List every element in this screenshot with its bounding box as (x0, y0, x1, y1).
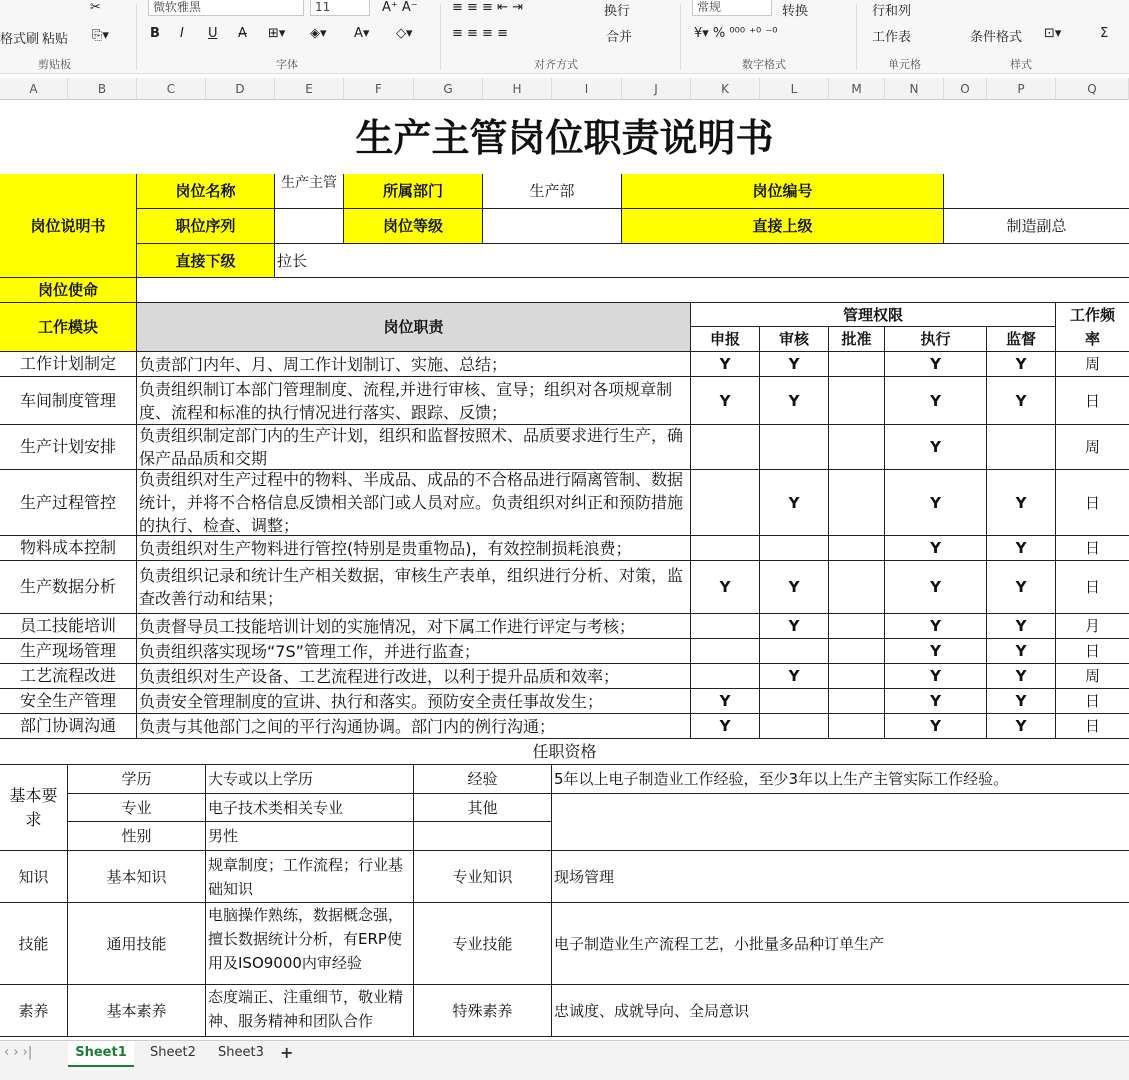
duty-module[interactable]: 员工技能培训 (0, 614, 137, 639)
add-sheet-icon[interactable]: + (280, 1043, 294, 1062)
duty-module[interactable]: 安全生产管理 (0, 689, 137, 714)
major-value[interactable]: 电子技术类相关专业 (206, 794, 414, 822)
authority-mark[interactable]: Y (760, 561, 829, 614)
duty-freq[interactable]: 周 (1056, 425, 1129, 470)
authority-mark[interactable] (829, 536, 885, 561)
authority-mark[interactable]: Y (885, 664, 987, 689)
column-header-I[interactable]: I (552, 78, 622, 100)
authority-mark[interactable]: Y (987, 561, 1056, 614)
column-header-A[interactable]: A (0, 78, 68, 100)
authority-mark[interactable] (829, 377, 885, 425)
column-header-bar (0, 78, 1129, 100)
authority-mark[interactable]: Y (885, 425, 987, 470)
authority-col-2[interactable]: 批准 (829, 327, 885, 352)
authority-mark[interactable] (829, 614, 885, 639)
authority-mark[interactable] (691, 664, 760, 689)
authority-mark[interactable]: Y (760, 470, 829, 536)
duty-text[interactable]: 负责组织制订本部门管理制度、流程,并进行审核、宣导；组织对各项规章制度、流程和标准的执行情况进行落实、跟踪、反馈； (137, 377, 691, 425)
cut-icon[interactable]: ✂ (90, 0, 101, 15)
duty-module[interactable]: 生产计划安排 (0, 425, 137, 470)
duty-text[interactable]: 负责与其他部门之间的平行沟通协调。部门内的例行沟通； (137, 714, 691, 739)
basic-knowledge-value[interactable]: 规章制度；工作流程；行业基础知识 (206, 851, 414, 903)
duty-module[interactable]: 生产数据分析 (0, 561, 137, 614)
authority-mark[interactable]: Y (691, 561, 760, 614)
authority-mark[interactable] (829, 664, 885, 689)
duty-freq[interactable]: 周 (1056, 664, 1129, 689)
column-header-O[interactable]: O (944, 78, 987, 100)
sheet-tab-bar (0, 1040, 1129, 1080)
authority-mark[interactable] (691, 639, 760, 664)
pro-skill-label[interactable]: 专业技能 (414, 903, 552, 985)
exp-label[interactable]: 经验 (414, 765, 552, 794)
special-quality-label[interactable]: 特殊素养 (414, 985, 552, 1037)
align-top-icon[interactable]: ≡ ≡ ≡ ⇤ ⇥ (452, 0, 523, 15)
authority-mark[interactable]: Y (885, 377, 987, 425)
duty-freq[interactable]: 日 (1056, 536, 1129, 561)
level-label[interactable]: 岗位等级 (344, 209, 483, 244)
worksheet-button[interactable]: 工作表 (872, 30, 912, 45)
authority-mark[interactable]: Y (987, 664, 1056, 689)
edu-value[interactable]: 大专或以上学历 (206, 765, 414, 794)
authority-mark[interactable]: Y (885, 639, 987, 664)
column-header-C[interactable]: C (137, 78, 206, 100)
duty-module[interactable]: 工艺流程改进 (0, 664, 137, 689)
merge-button[interactable]: 合并 (606, 30, 633, 45)
column-header-B[interactable]: B (68, 78, 137, 100)
authority-mark[interactable]: Y (760, 377, 829, 425)
seq-label[interactable]: 职位序列 (137, 209, 275, 244)
duty-module[interactable]: 部门协调沟通 (0, 714, 137, 739)
duty-text[interactable]: 负责组织落实现场“7S”管理工作，并进行监查； (137, 639, 691, 664)
column-header-E[interactable]: E (275, 78, 344, 100)
column-header-N[interactable]: N (885, 78, 944, 100)
mission-value[interactable] (137, 278, 1129, 303)
authority-mark[interactable] (760, 639, 829, 664)
authority-mark[interactable] (987, 425, 1056, 470)
authority-mark[interactable]: Y (987, 614, 1056, 639)
authority-mark[interactable]: Y (885, 714, 987, 739)
group-clipboard: 剪贴板 (38, 58, 71, 71)
authority-mark[interactable] (760, 425, 829, 470)
duty-freq[interactable]: 日 (1056, 561, 1129, 614)
quality-label[interactable]: 素养 (0, 985, 68, 1037)
qual-basic-label[interactable]: 基本要求 (0, 765, 68, 851)
authority-mark[interactable]: Y (760, 664, 829, 689)
pro-skill-value[interactable]: 电子制造业生产流程工艺，小批量多品种订单生产 (552, 903, 1129, 985)
cell-style-icon[interactable]: ⊡▾ (1044, 26, 1062, 41)
duty-module[interactable]: 物料成本控制 (0, 536, 137, 561)
module-header[interactable]: 工作模块 (0, 303, 137, 352)
authority-mark[interactable]: Y (691, 377, 760, 425)
authority-mark[interactable]: Y (885, 352, 987, 377)
authority-mark[interactable]: Y (760, 352, 829, 377)
sheet-tab-3[interactable]: Sheet3 (218, 1045, 264, 1060)
authority-mark[interactable]: Y (885, 470, 987, 536)
gender-value[interactable]: 男性 (206, 822, 414, 851)
duty-text[interactable]: 负责组织对生产物料进行管控(特别是贵重物品)，有效控制损耗浪费； (137, 536, 691, 561)
duty-text[interactable]: 负责部门内年、月、周工作计划制订、实施、总结； (137, 352, 691, 377)
major-label[interactable]: 专业 (68, 794, 206, 822)
authority-mark[interactable]: Y (885, 689, 987, 714)
edu-label[interactable]: 学历 (68, 765, 206, 794)
authority-mark[interactable]: Y (987, 377, 1056, 425)
post-name-label[interactable]: 岗位名称 (137, 174, 275, 209)
authority-mark[interactable] (829, 714, 885, 739)
post-no-label[interactable]: 岗位编号 (622, 174, 944, 209)
authority-mark[interactable]: Y (987, 689, 1056, 714)
authority-mark[interactable]: Y (885, 561, 987, 614)
authority-mark[interactable]: Y (691, 714, 760, 739)
group-style: 样式 (1010, 58, 1032, 71)
pro-knowledge-label[interactable]: 专业知识 (414, 851, 552, 903)
seq-value[interactable] (275, 209, 344, 244)
group-align: 对齐方式 (534, 58, 578, 71)
fill-color-icon[interactable]: ◈▾ (310, 26, 327, 41)
authority-header[interactable]: 管理权限 (691, 303, 1056, 327)
duty-module[interactable]: 工作计划制定 (0, 352, 137, 377)
duty-text[interactable]: 负责安全管理制度的宣讲、执行和落实。预防安全责任事故发生； (137, 689, 691, 714)
duty-freq[interactable]: 周 (1056, 352, 1129, 377)
duty-freq[interactable]: 日 (1056, 639, 1129, 664)
duty-module[interactable]: 车间制度管理 (0, 377, 137, 425)
bold-icon[interactable]: B (150, 26, 160, 41)
sum-icon[interactable]: Σ (1100, 26, 1109, 41)
strikethrough-icon[interactable]: A̶ (238, 26, 247, 41)
authority-mark[interactable]: Y (987, 639, 1056, 664)
authority-col-0[interactable]: 申报 (691, 327, 760, 352)
other-value[interactable] (552, 794, 1129, 851)
duty-freq[interactable]: 月 (1056, 614, 1129, 639)
font-size-select[interactable]: 11 (310, 0, 370, 16)
superior-value[interactable]: 制造副总 (944, 209, 1129, 244)
group-font: 字体 (276, 58, 298, 71)
authority-mark[interactable]: Y (987, 470, 1056, 536)
duty-text[interactable]: 负责组织对生产设备、工艺流程进行改进，以利于提升品质和效率； (137, 664, 691, 689)
number-format-select[interactable]: 常规 (692, 0, 772, 16)
column-header-G[interactable]: G (414, 78, 483, 100)
authority-col-4[interactable]: 监督 (987, 327, 1056, 352)
level-value[interactable] (483, 209, 622, 244)
basic-knowledge-label[interactable]: 基本知识 (68, 851, 206, 903)
authority-mark[interactable] (829, 689, 885, 714)
sub-value[interactable]: 拉长 (275, 244, 1129, 278)
column-header-M[interactable]: M (829, 78, 885, 100)
authority-mark[interactable]: Y (760, 614, 829, 639)
authority-mark[interactable]: Y (691, 689, 760, 714)
superior-label[interactable]: 直接上级 (622, 209, 944, 244)
authority-mark[interactable] (829, 425, 885, 470)
post-desc-label[interactable]: 岗位说明书 (0, 174, 137, 278)
group-number: 数字格式 (742, 58, 786, 71)
basic-quality-value[interactable]: 态度端正、注重细节，敬业精神、服务精神和团队合作 (206, 985, 414, 1037)
column-header-H[interactable]: H (483, 78, 552, 100)
authority-col-3[interactable]: 执行 (885, 327, 987, 352)
duty-module[interactable]: 生产现场管理 (0, 639, 137, 664)
duty-freq[interactable]: 日 (1056, 377, 1129, 425)
column-header-D[interactable]: D (206, 78, 275, 100)
wrap-text-button[interactable]: 换行 (604, 4, 631, 19)
authority-mark[interactable] (829, 470, 885, 536)
duty-text[interactable]: 负责组织记录和统计生产相关数据，审核生产表单，组织进行分析、对策，监查改善行动和结果； (137, 561, 691, 614)
authority-mark[interactable] (829, 352, 885, 377)
sheet-tab-2[interactable]: Sheet2 (150, 1045, 196, 1060)
duty-freq[interactable]: 日 (1056, 714, 1129, 739)
sub-label[interactable]: 直接下级 (137, 244, 275, 278)
authority-mark[interactable]: Y (987, 714, 1056, 739)
post-no-value[interactable] (944, 174, 1129, 209)
blank-cell[interactable] (414, 822, 552, 851)
conditional-format-button[interactable]: 条件格式 (970, 30, 1023, 45)
worksheet-grid (0, 101, 1129, 1037)
duty-text[interactable]: 负责组织制定部门内的生产计划，组织和监督按照术、品质要求进行生产，确保产品品质和交期 (137, 425, 691, 470)
format-painter-button[interactable]: 格式刷 (0, 32, 40, 47)
convert-button[interactable]: 转换 (782, 4, 809, 19)
column-header-K[interactable]: K (691, 78, 760, 100)
pro-knowledge-value[interactable]: 现场管理 (552, 851, 1129, 903)
underline-icon[interactable]: U (208, 26, 218, 41)
dept-value[interactable]: 生产部 (483, 174, 622, 209)
group-cell: 单元格 (888, 58, 921, 71)
knowledge-label[interactable]: 知识 (0, 851, 68, 903)
authority-mark[interactable] (760, 536, 829, 561)
authority-mark[interactable] (691, 425, 760, 470)
authority-col-1[interactable]: 审核 (760, 327, 829, 352)
ribbon-toolbar (0, 0, 1129, 74)
column-header-F[interactable]: F (344, 78, 414, 100)
qual-title[interactable]: 任职资格 (0, 739, 1129, 765)
authority-mark[interactable]: Y (987, 536, 1056, 561)
duty-module[interactable]: 生产过程管控 (0, 470, 137, 536)
dept-label[interactable]: 所属部门 (344, 174, 483, 209)
copy-icon[interactable]: ⎘▾ (92, 28, 109, 43)
column-header-L[interactable]: L (760, 78, 829, 100)
duty-text[interactable]: 负责组织对生产过程中的物料、半成品、成品的不合格品进行隔离管制、数据统计，并将不合格信息反馈相关部门或人员对应。负责组织对纠正和预防措施的执行、检查、调整； (137, 470, 691, 536)
border-icon[interactable]: ⊞▾ (268, 26, 286, 41)
special-quality-value[interactable]: 忠诚度、成就导向、全局意识 (552, 985, 1129, 1037)
authority-mark[interactable] (691, 536, 760, 561)
basic-quality-label[interactable]: 基本素养 (68, 985, 206, 1037)
authority-mark[interactable]: Y (987, 352, 1056, 377)
authority-mark[interactable] (829, 639, 885, 664)
sheet-nav-icon[interactable]: ‹ › ›| (4, 1045, 33, 1060)
paste-button[interactable]: 粘贴 (42, 32, 69, 47)
post-name-value[interactable]: 生产主管 (275, 174, 344, 209)
font-grow-icon[interactable]: A⁺ A⁻ (382, 0, 418, 15)
sheet-tab-1[interactable]: Sheet1 (68, 1041, 134, 1067)
authority-mark[interactable] (829, 561, 885, 614)
exp-value[interactable]: 5年以上电子制造业工作经验，至少3年以上生产主管实际工作经验。 (552, 765, 1129, 794)
freq-header[interactable]: 工作频率 (1056, 303, 1129, 352)
skill-label[interactable]: 技能 (0, 903, 68, 985)
duty-freq[interactable]: 日 (1056, 470, 1129, 536)
gender-label[interactable]: 性别 (68, 822, 206, 851)
duty-header[interactable]: 岗位职责 (137, 303, 691, 352)
authority-mark[interactable] (760, 689, 829, 714)
column-header-P[interactable]: P (987, 78, 1056, 100)
authority-mark[interactable] (760, 714, 829, 739)
authority-mark[interactable] (691, 470, 760, 536)
authority-mark[interactable]: Y (691, 352, 760, 377)
other-label[interactable]: 其他 (414, 794, 552, 822)
column-header-Q[interactable]: Q (1056, 78, 1129, 100)
font-name-select[interactable]: 微软雅黑 (148, 0, 304, 16)
general-skill-label[interactable]: 通用技能 (68, 903, 206, 985)
italic-icon[interactable]: I (180, 26, 184, 41)
sheet-title[interactable]: 生产主管岗位职责说明书 (355, 115, 774, 160)
authority-mark[interactable]: Y (885, 536, 987, 561)
column-header-J[interactable]: J (622, 78, 691, 100)
mission-label[interactable]: 岗位使命 (0, 278, 137, 303)
authority-mark[interactable] (691, 614, 760, 639)
align-left-icon[interactable]: ≡ ≡ ≡ ≡ (452, 26, 508, 41)
font-color-icon[interactable]: A▾ (354, 26, 370, 41)
authority-mark[interactable]: Y (885, 614, 987, 639)
duty-text[interactable]: 负责督导员工技能培训计划的实施情况，对下属工作进行评定与考核； (137, 614, 691, 639)
currency-icon[interactable]: ¥▾ % ⁰⁰⁰ ⁺⁰ ⁻⁰ (694, 26, 778, 41)
clear-format-icon[interactable]: ◇▾ (396, 26, 413, 41)
row-col-button[interactable]: 行和列 (872, 4, 912, 19)
general-skill-value[interactable]: 电脑操作熟练，数据概念强，擅长数据统计分析，有ERP使用及ISO9000内审经验 (206, 903, 414, 985)
duty-freq[interactable]: 日 (1056, 689, 1129, 714)
